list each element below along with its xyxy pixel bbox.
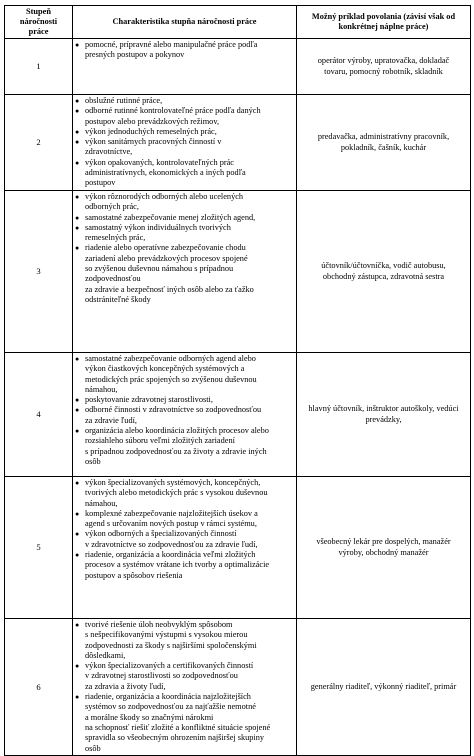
bullet-icon: ● <box>75 551 80 560</box>
example-cell <box>297 477 471 619</box>
bullet-icon: ● <box>75 509 80 518</box>
list-item <box>75 243 294 305</box>
list-item <box>75 192 294 213</box>
bullet-icon: ● <box>75 355 80 363</box>
table-row <box>5 477 471 619</box>
text-line: prevádzky, <box>365 414 402 424</box>
characteristic-cell <box>73 191 297 353</box>
header-level: Stupeň náročnosti práce <box>5 6 73 39</box>
list-item-text <box>85 40 294 61</box>
text-line: všeobecný lekár pre dospelých, manažér <box>316 537 451 547</box>
example-cell <box>297 619 471 756</box>
list-item <box>75 158 294 189</box>
list-item <box>75 213 294 223</box>
bullet-icon: ● <box>75 41 80 49</box>
bullet-icon: ● <box>75 406 80 415</box>
text-line: hlavný účtovník, inštruktor autoškoly, vedúci <box>308 404 459 414</box>
characteristic-cell <box>73 39 297 95</box>
list-item-text <box>85 550 294 581</box>
header-characteristic: Charakteristika stupňa náročnosti práce <box>73 6 297 39</box>
text-line: výkon odborných a špecializovaných činností <box>85 529 237 539</box>
text-line: organizácia alebo koordinácia zložitých procesov alebo <box>85 426 269 436</box>
text-line: výkon čiastkových koncepčných systémových a <box>85 364 245 374</box>
text-line: riadenie, organizácia a koordinácia veľmi zložitých <box>85 550 256 560</box>
text-line: samostatné zabezpečovanie odborných agend alebo <box>85 354 256 363</box>
text-line: postupov alebo prevádzkových režimov, <box>85 116 220 126</box>
characteristic-cell <box>73 477 297 619</box>
list-item <box>75 354 294 395</box>
text-line: osôb <box>85 743 101 753</box>
bullet-icon: ● <box>75 213 80 222</box>
list-item <box>75 137 294 158</box>
text-line: námahou, <box>85 384 118 394</box>
text-line: operátor výroby, upratovačka, dokladač <box>317 56 450 66</box>
list-item-text <box>85 158 294 189</box>
text-line: výkon rôznorodých odborných alebo ucelených <box>85 192 244 201</box>
text-line: zodpovednosti za škody s najširšími spoločenskými <box>85 640 257 650</box>
text-line: rozsiahleho súboru veľmi zložitých zariadení <box>85 436 235 446</box>
text-line: remeselných prác, <box>85 233 146 243</box>
level-cell: 5 <box>5 477 73 619</box>
bullet-icon: ● <box>75 97 80 105</box>
list-item <box>75 426 294 467</box>
bullet-icon: ● <box>75 662 80 671</box>
list-item-text <box>85 192 294 213</box>
characteristic-cell <box>73 619 297 756</box>
list-item-text <box>85 243 294 305</box>
table-row <box>5 619 471 756</box>
list-item-text <box>85 478 294 509</box>
list-item <box>75 223 294 244</box>
text-line: v zdravotníctve so zodpovednosťou za zdravie ľudí, <box>85 539 258 549</box>
bullet-icon: ● <box>75 479 80 487</box>
text-line: odborné činnosti v zdravotníctve so zodpovednosťou <box>85 405 262 415</box>
list-item-text <box>85 661 294 692</box>
bullet-icon: ● <box>75 244 80 253</box>
text-line: postupov <box>85 178 116 188</box>
text-line: osôb <box>85 456 101 466</box>
text-line: výkon špecializovaných a certifikovaných činností <box>85 661 254 671</box>
characteristic-cell <box>73 95 297 191</box>
level-cell: 1 <box>5 39 73 95</box>
text-line: odstrániteľné škody <box>85 294 151 304</box>
bullet-icon: ● <box>75 127 80 136</box>
list-item-text <box>85 395 294 405</box>
text-line: s nešpecifikovanými výstupmi s vysokou mierou <box>85 630 248 640</box>
text-line: výroby, obchodný manažér <box>338 547 429 557</box>
text-line: komplexné zabezpečovanie najzložitejších úsekov a <box>85 508 258 518</box>
text-line: dôsledkami, <box>85 650 126 660</box>
text-line: tvorivé riešenie úloh neobvyklým spôsobom <box>85 620 233 629</box>
bullet-icon: ● <box>75 138 80 147</box>
text-line: výkon opakovaných, kontrolovateľných prác <box>85 157 234 167</box>
list-item <box>75 529 294 550</box>
list-item <box>75 550 294 581</box>
bullet-icon: ● <box>75 223 80 232</box>
list-item-text <box>85 127 294 137</box>
list-item-text <box>85 354 294 395</box>
list-item <box>75 509 294 530</box>
level-cell: 3 <box>5 191 73 353</box>
text-line: samostatné zabezpečovanie menej zložitých agend, <box>85 212 256 222</box>
example-cell <box>297 39 471 95</box>
level-cell: 4 <box>5 353 73 477</box>
text-line: samostatný výkon individuálnych tvorivých <box>85 222 231 232</box>
list-item-text <box>85 426 294 467</box>
text-line: výkon špecializovaných systémových, koncepčných, <box>85 478 261 487</box>
list-item-text <box>85 692 294 754</box>
table-row <box>5 95 471 191</box>
bullet-icon: ● <box>75 427 80 436</box>
text-line: zdravotníctve, <box>85 147 133 157</box>
text-line: procesov a systémov vrátane ich tvorby a optimalizácie <box>85 560 270 570</box>
list-item-text <box>85 137 294 158</box>
level-cell: 6 <box>5 619 73 756</box>
table-row <box>5 191 471 353</box>
list-item-text <box>85 223 294 244</box>
text-line: za zdravia a životy ľudí, <box>85 681 166 691</box>
text-line: odborných prác, <box>85 202 139 212</box>
text-line: systémov so zodpovednosťou za najťažšie nemotné <box>85 702 256 712</box>
list-item <box>75 620 294 661</box>
list-item-text <box>85 213 294 223</box>
text-line: s prípadnou zodpovednosťou za životy a zdravie iných <box>85 446 267 456</box>
text-line: administratívnych, ekonomických a iných podľa <box>85 168 246 178</box>
text-line: zariadení alebo prevádzkových procesov spojené <box>85 253 248 263</box>
bullet-icon: ● <box>75 193 80 201</box>
bullet-icon: ● <box>75 621 80 629</box>
list-item <box>75 661 294 692</box>
list-item <box>75 395 294 405</box>
text-line: v zdravotnej starostlivosti so zodpovednosťou <box>85 671 238 681</box>
bullet-icon: ● <box>75 530 80 539</box>
level-cell: 2 <box>5 95 73 191</box>
text-line: generálny riaditeľ, výkonný riaditeľ, primár <box>310 681 457 691</box>
bullet-icon: ● <box>75 107 80 116</box>
text-line: obslužné rutinné práce, <box>85 96 163 105</box>
text-line: postupov a spôsobov riešenia <box>85 570 183 580</box>
list-item-text <box>85 620 294 661</box>
list-item-text <box>85 96 294 106</box>
bullet-icon: ● <box>75 693 80 702</box>
list-item <box>75 692 294 754</box>
list-item <box>75 106 294 127</box>
list-item <box>75 40 294 61</box>
text-line: so zvýšenou duševnou námahou s prípadnou <box>85 264 234 274</box>
text-line: za zdravie a bezpečnosť iných osôb alebo za ťažko <box>85 284 254 294</box>
text-line: námahou, <box>85 498 118 508</box>
text-line: výkon sanitárnych pracovných činností v <box>85 137 222 147</box>
text-line: a morálne škody so značnými nárokmi <box>85 712 214 722</box>
text-line: tvorivých alebo metodických prác s vysokou duševnou <box>85 488 268 498</box>
text-line: predavačka, administratívny pracovník, <box>317 132 450 142</box>
list-item-text <box>85 509 294 530</box>
text-line: spravidla so všeobecným ohrozením najširšej skupiny <box>85 733 265 743</box>
header-example: Možný príklad povolania (závisí však od konkrétnej náplne práce) <box>297 6 471 39</box>
text-line: pomocné, prípravné alebo manipulačné práce podľa <box>85 40 258 49</box>
text-line: zodpovednosťou <box>85 274 141 284</box>
example-cell <box>297 191 471 353</box>
text-line: obchodný zástupca, zdravotná sestra <box>322 271 445 281</box>
text-line: odborné rutinné kontrolovateľné práce podľa daných <box>85 106 261 116</box>
characteristic-cell <box>73 353 297 477</box>
text-line: za zdravie ľudí, <box>85 415 137 425</box>
list-item <box>75 405 294 426</box>
text-line: tovaru, pomocný robotník, skladník <box>324 66 443 76</box>
example-cell <box>297 95 471 191</box>
list-item-text <box>85 405 294 426</box>
list-item-text <box>85 529 294 550</box>
text-line: poskytovanie zdravotnej starostlivosti, <box>85 395 213 405</box>
header-row <box>5 6 471 39</box>
bullet-icon: ● <box>75 158 80 167</box>
text-line: na schopnosť riešiť zložité a konfliktné situácie spojené <box>85 722 271 732</box>
text-line: riadenie alebo operatívne zabezpečovanie chodu <box>85 243 246 253</box>
text-line: agend s určovaním nových postup v rámci systému, <box>85 519 257 529</box>
text-line: presných postupov a pokynov <box>85 50 185 60</box>
list-item <box>75 478 294 509</box>
table-row <box>5 39 471 95</box>
list-item <box>75 127 294 137</box>
occupation-difficulty-table <box>4 5 471 756</box>
list-item-text <box>85 106 294 127</box>
text-line: účtovník/účtovníčka, vodič autobusu, <box>321 261 446 271</box>
text-line: metodických prác spojených so zvýšenou duševnou <box>85 374 257 384</box>
example-cell <box>297 353 471 477</box>
text-line: riadenie, organizácia a koordinácia najzložitejších <box>85 692 251 702</box>
table-row <box>5 353 471 477</box>
bullet-icon: ● <box>75 396 80 405</box>
text-line: pokladník, čašník, kuchár <box>340 142 427 152</box>
list-item <box>75 96 294 106</box>
text-line: výkon jednoduchých remeselných prác, <box>85 126 217 136</box>
